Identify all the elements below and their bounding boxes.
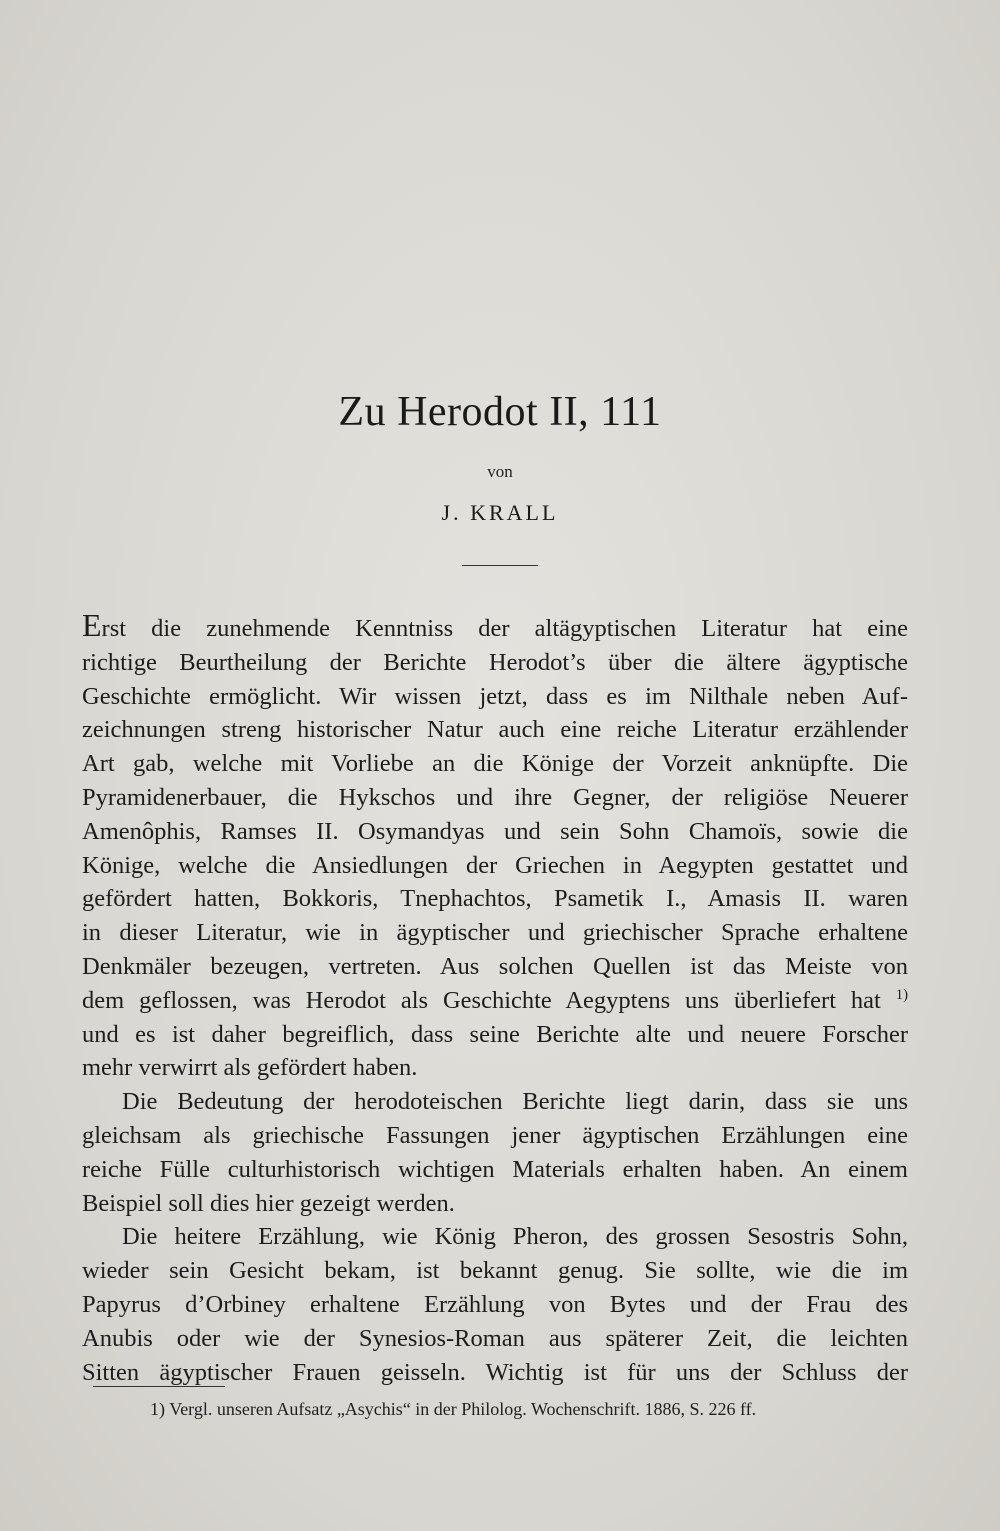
footnote [150, 1397, 920, 1421]
article-title: Zu Herodot II, 111 [338, 389, 662, 435]
footnote-marker: 1) [150, 1399, 165, 1419]
footnote-reference[interactable]: 1) [895, 986, 908, 1003]
footnote-text: Vergl. unseren Aufsatz „Asychis“ in der Philolog. Wochenschrift. 1886, S. 226 ff. [169, 1399, 757, 1419]
body-line-14: mehr verwirrt als gefördert haben. [82, 1054, 418, 1082]
body-line-6: Pyramidenerbauer, die Hykschos und ihre Gegner, der religiöse Neuerer [82, 783, 908, 811]
body-line-16: gleichsam als griechische Fassungen jener ägyptischen Erzählungen eine [82, 1121, 908, 1149]
body-line-22: Anubis oder wie der Synesios-Roman aus späterer Zeit, die leichten [82, 1324, 908, 1352]
footnote-rule [93, 1386, 225, 1387]
body-line-3: Geschichte ermöglicht. Wir wissen jetzt, dass es im Nilthale neben Auf- [82, 682, 908, 710]
byline-von: von [487, 462, 513, 481]
body-line-5: Art gab, welche mit Vorliebe an die Könige der Vorzeit anknüpfte. Die [82, 750, 908, 778]
body-line-23: Sitten ägyptischer Frauen geisseln. Wichtig ist für uns der Schluss der [82, 1358, 908, 1386]
body-line-18: Beispiel soll dies hier gezeigt werden. [82, 1189, 455, 1217]
body-line-4: zeichnungen streng historischer Natur auch eine reiche Literatur erzählender [82, 716, 908, 744]
body-line-17: reiche Fülle culturhistorisch wichtigen Materials erhalten haben. An einem [82, 1155, 908, 1183]
article-body [82, 607, 908, 1389]
body-line-13: und es ist daher begreiflich, dass seine Berichte alte und neuere Forscher [82, 1020, 908, 1048]
body-line-2: richtige Beurtheilung der Berichte Herodot’s über die ältere ägyptische [82, 648, 908, 676]
title-rule [462, 565, 538, 566]
body-line-9: gefördert hatten, Bokkoris, Tnephachtos, Psametik I., Amasis II. waren [82, 885, 908, 913]
body-line-15: Die Bedeutung der herodoteischen Berichte liegt darin, dass sie uns [122, 1088, 908, 1116]
body-line-20: wieder sein Gesicht bekam, ist bekannt genug. Sie sollte, wie die im [82, 1257, 908, 1285]
author-name: J. KRALL [441, 500, 559, 525]
body-line-8: Könige, welche die Ansiedlungen der Griechen in Aegypten gestattet und [82, 851, 908, 879]
body-line-1: Erst die zunehmende Kenntniss der altägyptischen Literatur hat eine [82, 607, 908, 643]
body-line-21: Papyrus d’Orbiney erhaltene Erzählung von Bytes und der Frau des [82, 1290, 908, 1318]
body-line-19: Die heitere Erzählung, wie König Pheron, des grossen Sesostris Sohn, [122, 1223, 908, 1251]
drop-cap: E [82, 607, 102, 643]
body-line-12: dem geflossen, was Herodot als Geschichte Aegyptens uns überliefert hat $^{1)}$ [82, 986, 908, 1014]
body-line-11: Denkmäler bezeugen, vertreten. Aus solchen Quellen ist das Meiste von [82, 952, 908, 980]
body-line-10: in dieser Literatur, wie in ägyptischer und griechischer Sprache erhaltene [82, 919, 908, 947]
body-line-7: Amenôphis, Ramses II. Osymandyas und sein Sohn Chamoïs, sowie die [82, 817, 908, 845]
